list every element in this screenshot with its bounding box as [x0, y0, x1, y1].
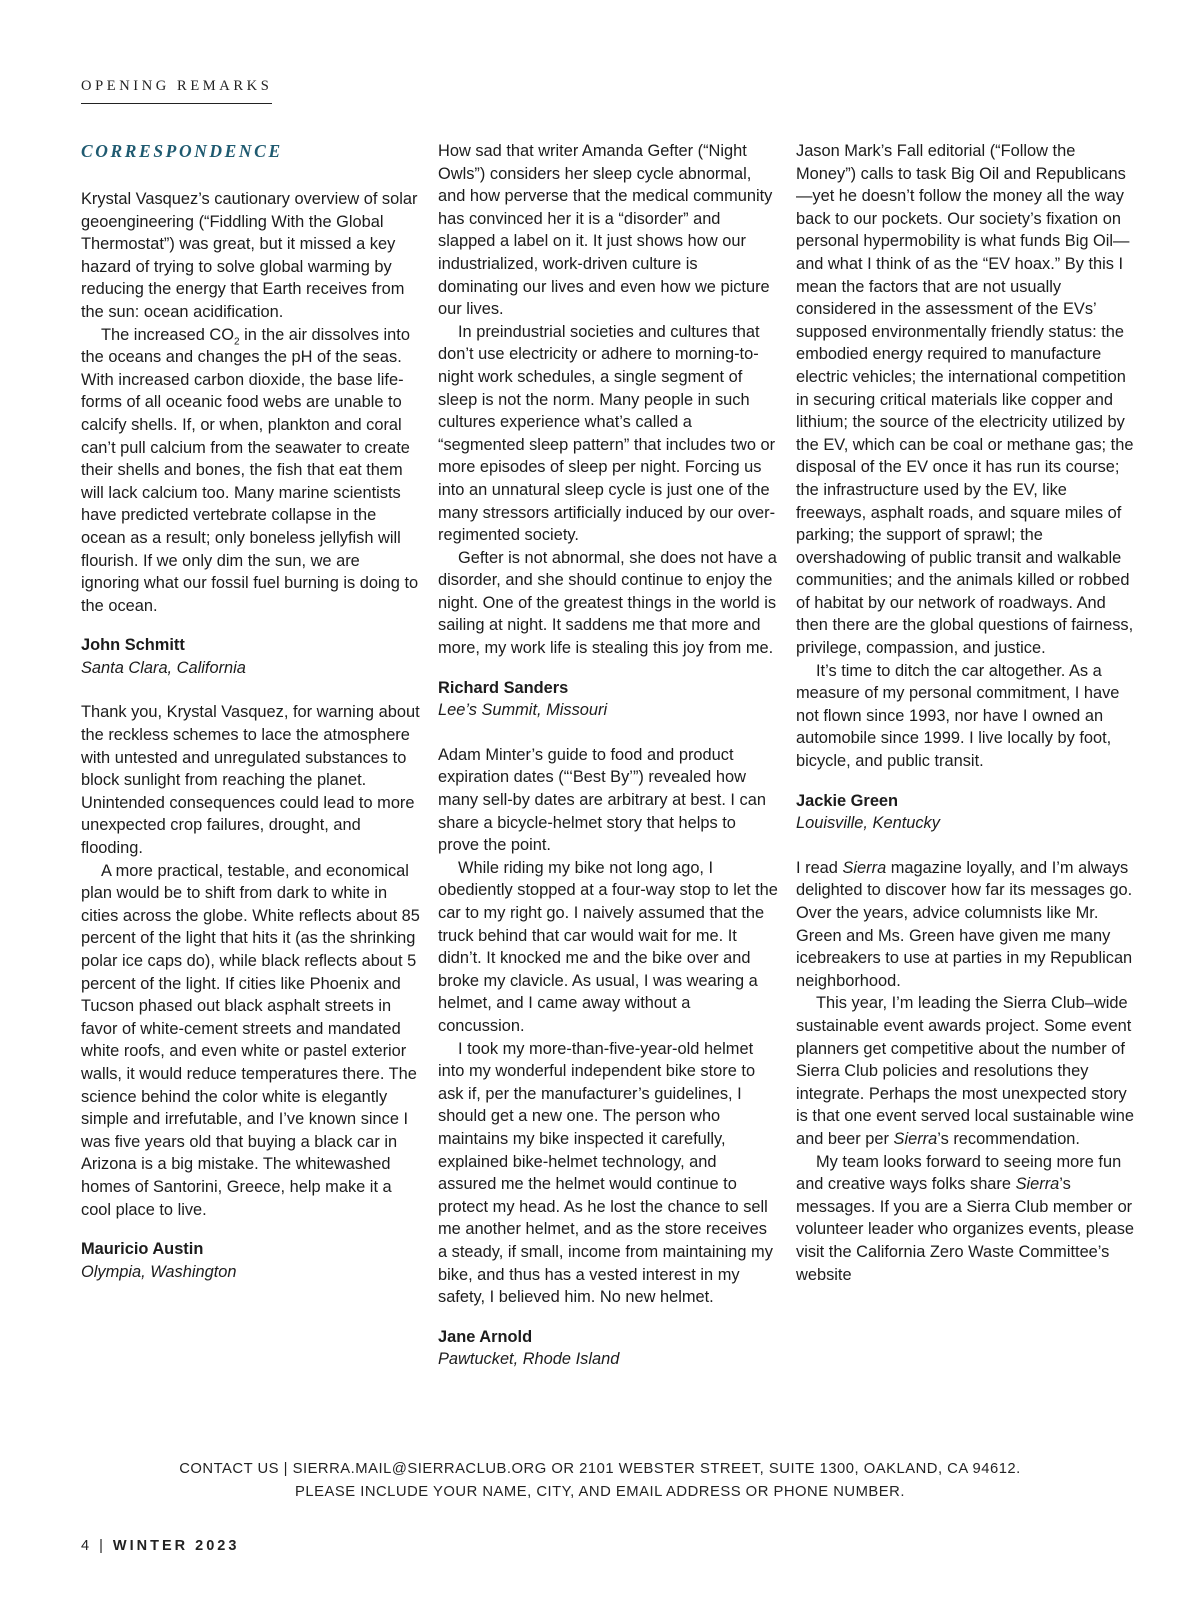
letter-paragraph: Jason Mark’s Fall editorial (“Follow the Money”) calls to task Big Oil and Republicans—yet he doesn’t follow the money all the way back to our pockets. Our society’s fixation on personal hypermobility is what funds Big Oil—and what I think of as the “EV hoax.” By this I mean the factors that are not usually considered in the assessment of the EVs’ supposed environmentally friendly status: the embodied energy required to manufacture electric vehicles; the international competition in securing critical materials like copper and lithium; the source of the electricity utilized by the EV, which can be coal or methane gas; the disposal of the EV once it has run its course; the infrastructure used by the EV, like freeways, asphalt roads, and square miles of parking; the support of sprawl; the overshadowing of public transit and walkable communities; and the animals killed or robbed of habitat by our network of roadways. And then there are the global questions of fairness, privilege, compassion, and justice. — [796, 142, 1134, 658]
letter-paragraph: Gefter is not abnormal, she does not have a disorder, and she should continue to enjoy the night. One of the greatest things in the world is sailing at night. It saddens me that more and more, my work life is stealing this joy from me. — [438, 548, 777, 658]
letter-paragraph: This year, I’m leading the Sierra Club–wide sustainable event awards project. Some event planners get competitive about the number of Sierra Club policies and resolutions they integrate. Perhaps the most unexpected story is that one event served local sustainable wine and beer per Sierra’s recommendation. — [796, 994, 1135, 1148]
letter-paragraph: The increased $CO_2$ in the air dissolves into the oceans and changes the pH of the seas. With increased carbon dioxide, the base life-forms of all oceanic food webs are unable to calcify shells. If, or when, plankton and coral can’t pull calcium from the seawater to create their shells and bones, the fish that eat them will lack calcium too. Many marine scientists have predicted vertebrate collapse in the ocean as a result; only boneless jellyfish will flourish. If we only dim the sun, we are ignoring what our fossil fuel burning is doing to the ocean. — [81, 325, 419, 615]
folio-separator: | — [99, 1538, 106, 1554]
letter-arnold — [438, 744, 778, 1371]
letter-paragraph: A more practical, testable, and economical plan would be to shift from dark to white in cities across the globe. White reflects about 85 percent of the light that hits it (as the shrinking polar ice caps do), while black reflects about 5 percent of the light. If cities like Phoenix and Tucson phased out black asphalt streets in favor of white-cement streets and mandated white roofs, and even white or pastel exterior walls, it would reduce temperatures there. The science behind the color white is elegantly simple and irrefutable, and I’ve known since I was five years old that buying a black car in Arizona is a big mistake. The whitewashed homes of Santorini, Greece, help make it a cool place to live. — [81, 861, 420, 1219]
column-1 — [81, 140, 421, 1305]
column-3 — [796, 140, 1136, 1286]
letter-green — [796, 140, 1136, 835]
author-name: Mauricio Austin — [81, 1240, 204, 1259]
letter-paragraph: How sad that writer Amanda Gefter (“Night Owls”) considers her sleep cycle abnormal, and how perverse that the medical community has convinced her it is a “disorder” and slapped a label on it. It just shows how our industrialized, work-driven culture is dominating our lives and even how we picture our lives. — [438, 142, 773, 319]
letter-paragraph: While riding my bike not long ago, I obediently stopped at a four-way stop to let the car to my right go. I naively assumed that the truck behind that car would wait for me. It didn’t. It knocked me and the bike over and broke my clavicle. As usual, I was wearing a helmet, and I came away without a concussion. — [438, 858, 778, 1035]
column-2 — [438, 140, 778, 1393]
letter-paragraph: Adam Minter’s guide to food and product expiration dates (“‘Best By’”) revealed how many sell-by dates are arbitrary at best. I can share a bicycle-helmet story that helps to prove the point. — [438, 745, 766, 855]
author-location: Santa Clara, California — [81, 658, 246, 677]
letter-paragraph: I read Sierra magazine loyally, and I’m always delighted to discover how far its messages go. Over the years, advice columnists like Mr. Green and Ms. Green have given me many icebreakers to use at parties in my Republican neighborhood. — [796, 858, 1133, 990]
letter-paragraph: Thank you, Krystal Vasquez, for warning about the reckless schemes to lace the atmosphere with untested and unregulated substances to block sunlight from reaching the planet. Unintended consequences could lead to more unexpected crop failures, drought, and flooding. — [81, 703, 420, 858]
letter-sanders — [438, 140, 778, 722]
letter-paragraph: I took my more-than-five-year-old helmet into my wonderful independent bike store to ask if, per the manufacturer’s guidelines, I should get a new one. The person who maintains my bike inspected it carefully, explained bike-helmet technology, and assured me the helmet would continue to protect my head. As he lost the chance to sell me another helmet, and as the store receives a steady, if small, income from maintaining my bike, and thus has a vested interest in my safety, I believed him. No new helmet. — [438, 1039, 773, 1307]
letter-schmitt — [81, 188, 421, 679]
letter-paragraph: My team looks forward to seeing more fun and creative ways folks share Sierra’s messages. If you are a Sierra Club member or volunteer leader who organizes events, please visit the California Zero Waste Committee’s website — [796, 1152, 1135, 1284]
author-name: John Schmitt — [81, 636, 185, 655]
letter-paragraph: In preindustrial societies and cultures that don’t use electricity or adhere to morning-to-night work schedules, a single segment of sleep is not the norm. Many people in such cultures experience what’s called a “segmented sleep pattern” that includes two or more episodes of sleep per night. Forcing us into an unnatural sleep cycle is just one of the many stressors artificially induced by our over-regimented society. — [438, 322, 776, 545]
letter-sierra-reader — [796, 857, 1136, 1286]
author-location: Olympia, Washington — [81, 1262, 237, 1281]
letter-paragraph: It’s time to ditch the car altogether. As a measure of my personal commitment, I have not flown since 1993, nor have I owned an automobile since 1999. I live locally by foot, bicycle, and public transit. — [796, 661, 1120, 771]
author-name: Jane Arnold — [438, 1327, 533, 1346]
author-name: Jackie Green — [796, 791, 899, 810]
section-header: OPENING REMARKS — [81, 78, 272, 104]
section-title: CORRESPONDENCE — [81, 141, 283, 161]
contact-line: PLEASE INCLUDE YOUR NAME, CITY, AND EMAIL ADDRESS OR PHONE NUMBER. — [295, 1484, 905, 1500]
folio — [81, 1538, 239, 1554]
author-location: Pawtucket, Rhode Island — [438, 1350, 620, 1369]
letter-austin — [81, 701, 421, 1283]
contact-info — [0, 1458, 1200, 1504]
contact-line: CONTACT US | SIERRA.MAIL@SIERRACLUB.ORG OR 2101 WEBSTER STREET, SUITE 1300, OAKLAND, CA 94612. — [179, 1461, 1021, 1477]
author-location: Lee’s Summit, Missouri — [438, 701, 608, 720]
issue-label: WINTER 2023 — [112, 1538, 240, 1554]
letter-paragraph: Krystal Vasquez’s cautionary overview of solar geoengineering (“Fiddling With the Global Thermostat”) was great, but it missed a key hazard of trying to solve global warming by reducing the energy that Earth receives from the sun: ocean acidification. — [81, 190, 418, 321]
author-location: Louisville, Kentucky — [796, 814, 940, 833]
author-name: Richard Sanders — [438, 678, 569, 697]
page-number: 4 — [81, 1538, 93, 1554]
